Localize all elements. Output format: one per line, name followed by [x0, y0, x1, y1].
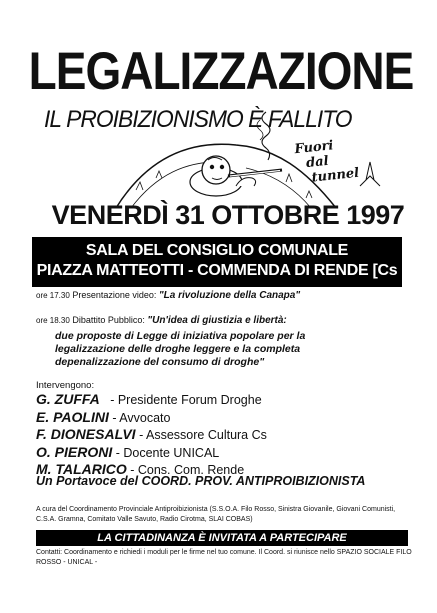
debate-line: due proposte di Legge di iniziativa popolare per la: [55, 330, 306, 342]
speaker: [36, 444, 416, 462]
invitation-banner: LA CITTADINANZA È INVITATA A PARTECIPARE: [36, 530, 408, 546]
speaker-role: - Presidente Forum Droghe: [110, 393, 262, 407]
speaker-name: E. PAOLINI: [36, 408, 109, 425]
speaker-name: O. PIERONI: [36, 443, 113, 460]
poster-title: LEGALIZZAZIONE: [28, 40, 414, 101]
program-title: "Un'idea di giustizia e libertà:: [147, 315, 287, 326]
program-item: [36, 315, 287, 326]
venue-line: PIAZZA MATTEOTTI - COMMENDA DI RENDE [Cs: [36, 262, 398, 279]
speaker: [36, 409, 416, 427]
speaker-name: M. TALARICO: [36, 461, 127, 477]
event-date: VENERDÌ 31 OTTOBRE 1997: [51, 200, 405, 230]
speaker-role: - Docente UNICAL: [115, 445, 220, 460]
speakers-list: [36, 391, 416, 479]
caption-line: dal: [305, 153, 330, 172]
program-label: Presentazione video:: [72, 290, 157, 300]
poster-subtitle: IL PROIBIZIONISMO È FALLITO: [44, 106, 352, 133]
organizer-credit: A cura del Coordinamento Provinciale Antiproibizionista (S.S.O.A. Filo Rosso, Sinistra Giovanile, Giovani Comunisti, C.S.A. Gramna, Comitato Valle Savuto, Radio Cirotma, SLAI COBAS): [36, 506, 396, 523]
illustration-caption: [294, 134, 378, 187]
speaker-role: - Avvocato: [112, 410, 171, 425]
program-time: ore 18.30: [36, 316, 70, 325]
speaker: [36, 391, 416, 409]
speaker-role: - Cons. Com. Rende: [130, 463, 245, 477]
debate-line: depenalizzazione del consumo di droghe": [55, 356, 265, 368]
program-time: ore 17.30: [36, 291, 70, 300]
program-title: "La rivoluzione della Canapa": [158, 290, 301, 301]
speaker: [36, 426, 416, 444]
speakers-label: Intervengono:: [36, 380, 95, 391]
venue-line: SALA DEL CONSIGLIO COMUNALE: [85, 242, 349, 259]
portavoce-line: Un Portavoce del COORD. PROV. ANTIPROIBIZIONISTA: [36, 474, 366, 488]
program-item: [36, 290, 300, 301]
debate-line: legalizzazione delle droghe leggere e la completa: [55, 343, 301, 355]
speaker-role: - Assessore Cultura Cs: [139, 428, 267, 442]
caption-line: tunnel: [310, 165, 360, 186]
speaker-name: F. DIONESALVI: [36, 426, 136, 442]
speaker-name: G. ZUFFA: [36, 391, 100, 407]
debate-description: [55, 330, 400, 369]
venue-box: [32, 237, 402, 287]
program-label: Dibattito Pubblico:: [72, 315, 145, 325]
caption-line: Fuori: [293, 138, 335, 158]
contact-note: Contatti: Coordinamento e richiedi i moduli per le firme nel tuo comune. Il Coord. si riunisce nello SPAZIO SOCIALE FILO ROSSO - UNICAL -: [36, 549, 412, 566]
